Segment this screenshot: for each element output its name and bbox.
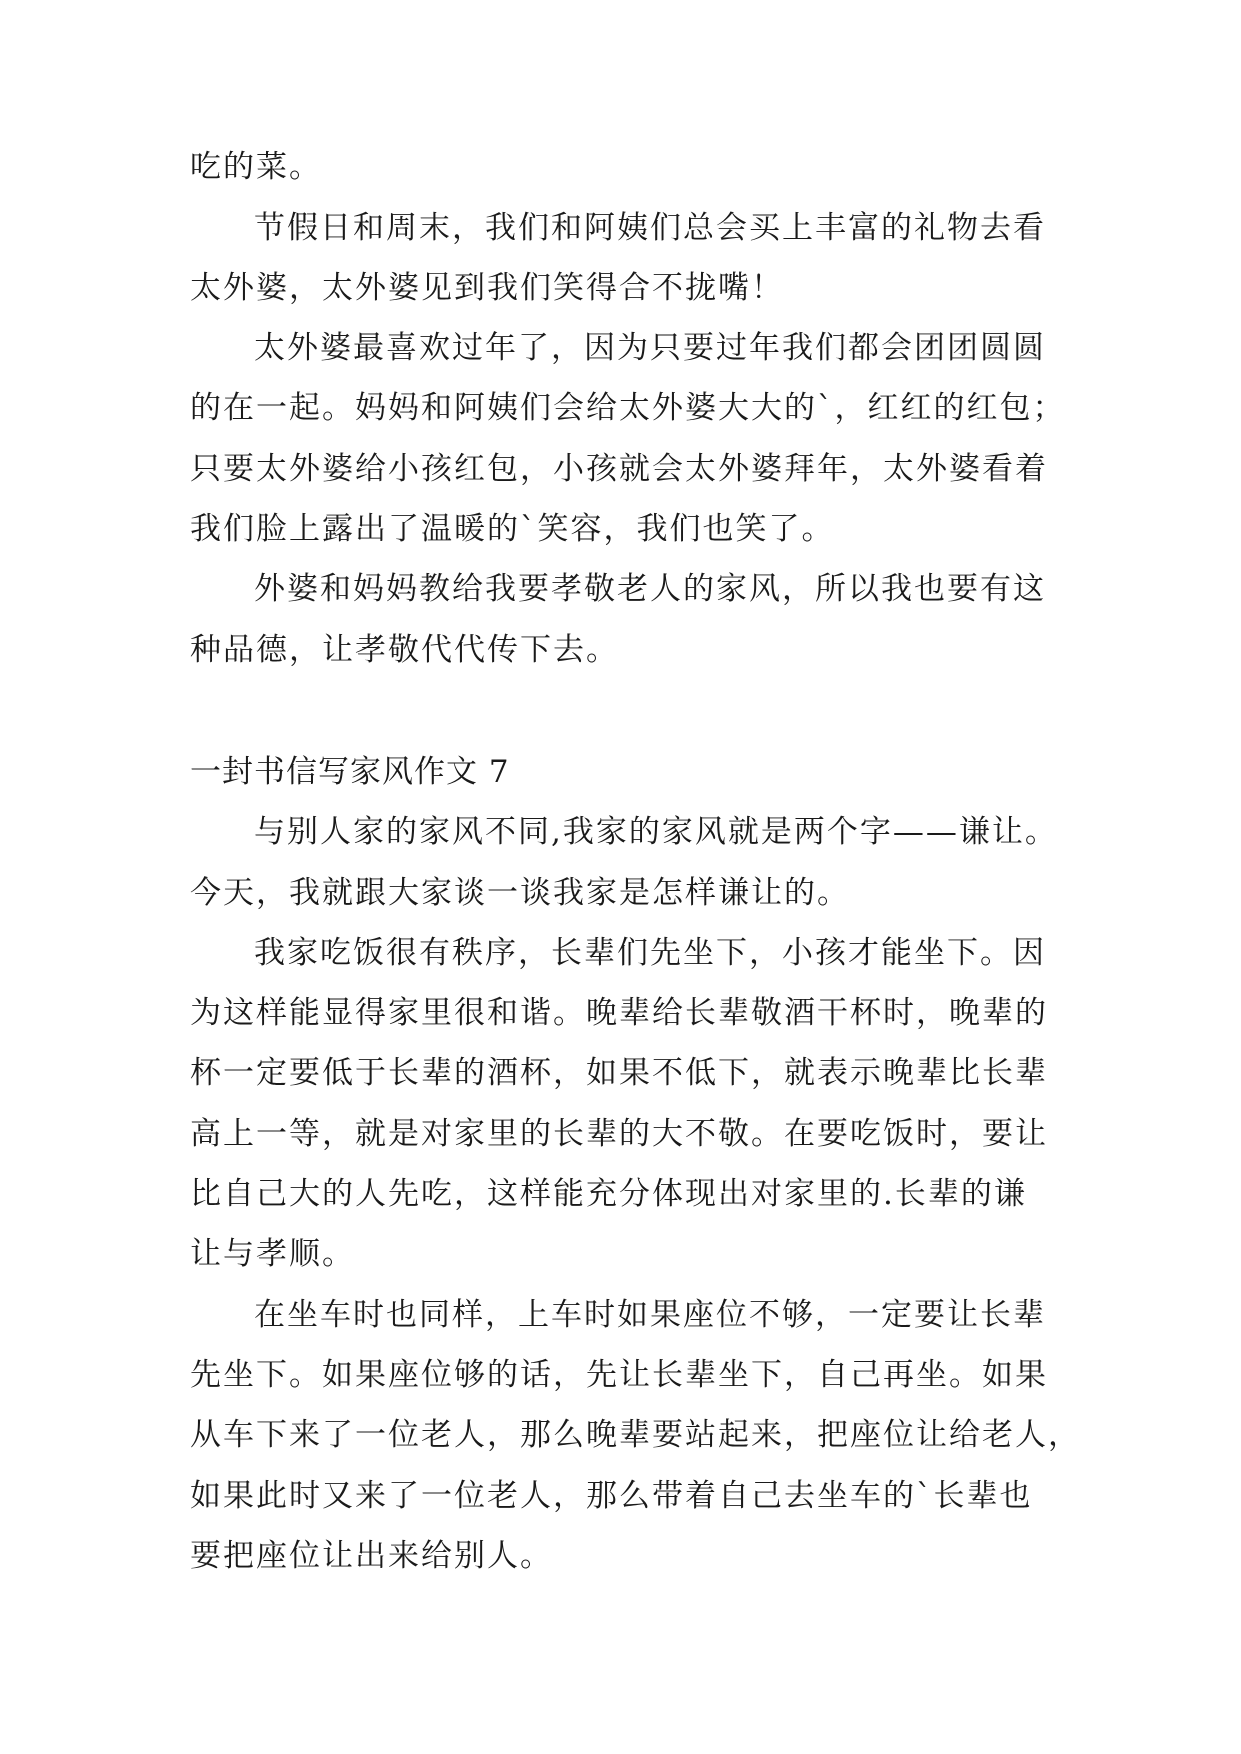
text-line: 比自己大的人先吃，这样能充分体现出对家里的.长辈的谦: [190, 1176, 1027, 1212]
text-line: 种品德，让孝敬代代传下去。: [190, 632, 619, 668]
text-line: 我们脸上露出了温暖的`笑容，我们也笑了。: [190, 511, 835, 547]
text-line: 先坐下。如果座位够的话，先让长辈坐下，自己再坐。如果: [190, 1357, 1048, 1393]
text-line: 的在一起。妈妈和阿姨们会给太外婆大大的`，红红的红包；: [190, 390, 1066, 426]
text-line: 从车下来了一位老人，那么晚辈要站起来，把座位让给老人，: [190, 1417, 1081, 1453]
paragraph-first-line: 与别人家的家风不同,我家的家风就是两个字——谦让。: [254, 814, 1058, 850]
text-line: 杯一定要低于长辈的酒杯，如果不低下，就表示晚辈比长辈: [190, 1055, 1048, 1091]
text-line: 高上一等，就是对家里的长辈的大不敬。在要吃饭时，要让: [190, 1116, 1048, 1152]
text-line: 如果此时又来了一位老人，那么带着自己去坐车的`长辈也: [190, 1478, 1033, 1514]
text-line: 太外婆，太外婆见到我们笑得合不拢嘴！: [190, 270, 784, 306]
text-line: 吃的菜。: [190, 149, 322, 185]
paragraph-first-line: 在坐车时也同样，上车时如果座位不够，一定要让长辈: [254, 1297, 1046, 1333]
text-line: 要把座位让出来给别人。: [190, 1538, 553, 1574]
paragraph-first-line: 外婆和妈妈教给我要孝敬老人的家风，所以我也要有这: [254, 571, 1046, 607]
section-heading: 一封书信写家风作文 7: [190, 754, 510, 790]
text-line: 让与孝顺。: [190, 1236, 355, 1272]
text-line: 今天，我就跟大家谈一谈我家是怎样谦让的。: [190, 875, 850, 911]
paragraph-first-line: 太外婆最喜欢过年了，因为只要过年我们都会团团圆圆: [254, 330, 1046, 366]
paragraph-first-line: 节假日和周末，我们和阿姨们总会买上丰富的礼物去看: [254, 210, 1046, 246]
text-line: 为这样能显得家里很和谐。晚辈给长辈敬酒干杯时，晚辈的: [190, 995, 1048, 1031]
paragraph-first-line: 我家吃饭很有秩序，长辈们先坐下，小孩才能坐下。因: [254, 935, 1046, 971]
text-line: 只要太外婆给小孩红包，小孩就会太外婆拜年，太外婆看着: [190, 451, 1048, 487]
